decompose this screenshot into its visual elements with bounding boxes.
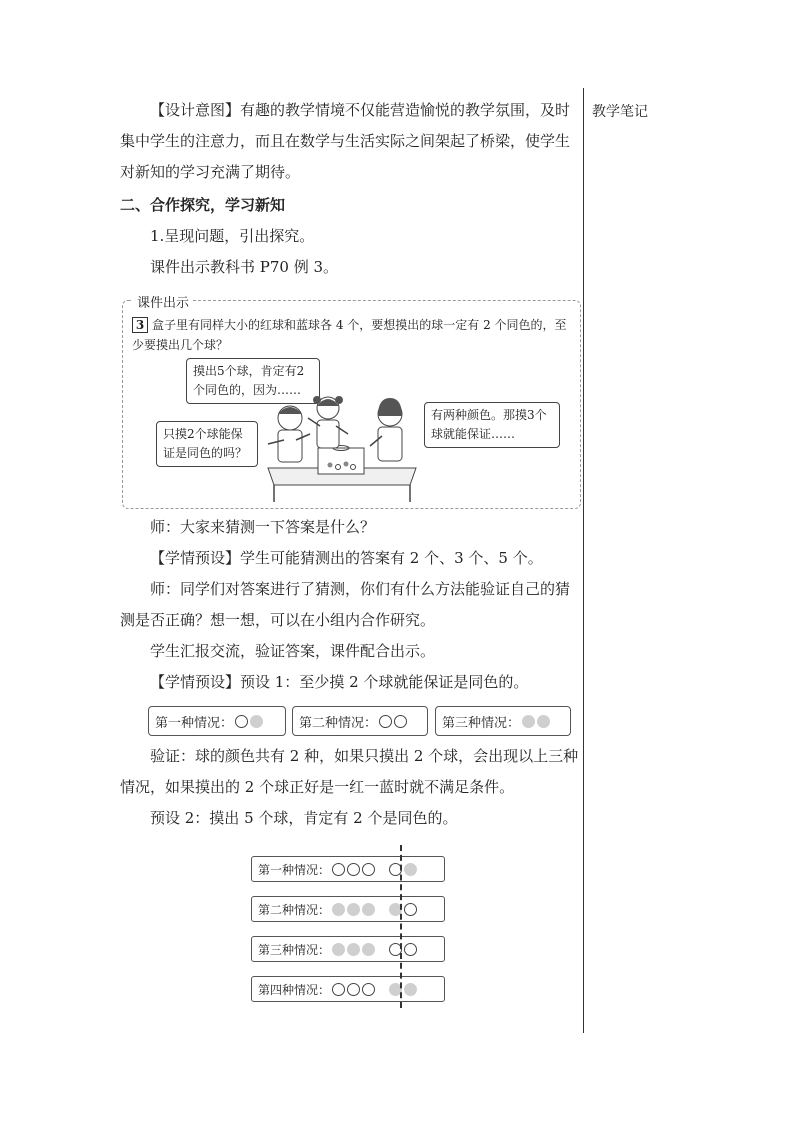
- white-ball: [235, 715, 248, 728]
- gray-ball: [537, 715, 550, 728]
- gray-ball: [362, 903, 375, 916]
- white-ball: [362, 983, 375, 996]
- white-ball: [404, 903, 417, 916]
- gray-ball: [522, 715, 535, 728]
- gray-ball: [347, 943, 360, 956]
- gray-ball: [347, 903, 360, 916]
- report: 学生汇报交流，验证答案，课件配合出示。: [150, 642, 436, 660]
- gray-ball: [250, 715, 263, 728]
- case-a-1: [148, 706, 286, 736]
- case-label: 第二种情况：: [299, 715, 378, 731]
- case-b-1: [251, 856, 445, 882]
- white-ball: [332, 863, 345, 876]
- design-intent: 【设计意图】有趣的教学情境不仅能营造愉悦的教学氛围，及时集中学生的注意力，而且在数学与生活实际之间架起了桥梁，使学生对新知的学习充满了期待。: [120, 101, 571, 181]
- preset-2: 预设 2：摸出 5 个球，肯定有 2 个是同色的。: [150, 809, 458, 827]
- white-ball: [332, 983, 345, 996]
- preset-intro: 【学情预设】学生可能猜测出的答案有 2 个、3 个、5 个。: [150, 549, 543, 567]
- margin-divider: [583, 88, 584, 1033]
- case-label: 第三种情况：: [442, 715, 521, 731]
- speech-bubble-top: 摸出5个球，肯定有2个同色的，因为……: [186, 358, 320, 404]
- children-illustration: [262, 390, 422, 505]
- case-label: 第一种情况：: [258, 862, 331, 877]
- courseware-label: 课件出示: [133, 292, 193, 311]
- gray-ball: [332, 903, 345, 916]
- speech-bubble-left: 只摸2个球能保证是同色的吗？: [156, 421, 258, 467]
- white-ball: [347, 983, 360, 996]
- teacher-question-1: 师：大家来猜测一下答案是什么？: [150, 518, 376, 536]
- gray-ball: [404, 863, 417, 876]
- verification: 验证：球的颜色共有 2 种，如果只摸出 2 个球，会出现以上三种情况，如果摸出的 2 个球正好是一红一蓝时就不满足条件。: [120, 747, 579, 796]
- step1-detail: 课件出示教科书 P70 例 3。: [150, 258, 339, 276]
- dashed-separator: [400, 845, 402, 1008]
- problem-text: 盒子里有同样大小的红球和蓝球各 4 个，要想摸出的球一定有 2 个同色的，至少要摸出几个球？: [132, 318, 567, 352]
- white-ball: [347, 863, 360, 876]
- preset-1: 【学情预设】预设 1：至少摸 2 个球就能保证是同色的。: [150, 673, 529, 691]
- case-b-2: [251, 896, 445, 922]
- white-ball: [379, 715, 392, 728]
- white-ball: [362, 863, 375, 876]
- white-ball: [404, 943, 417, 956]
- case-a-3: [435, 706, 571, 736]
- case-label: 第三种情况：: [258, 942, 331, 957]
- side-note: 教学笔记: [592, 104, 648, 120]
- case-b-4: [251, 976, 445, 1002]
- case-b-3: [251, 936, 445, 962]
- section-title: 二、合作探究，学习新知: [120, 196, 286, 214]
- speech-bubble-right: 有两种颜色。那摸3个球就能保证……: [424, 402, 560, 448]
- white-ball: [394, 715, 407, 728]
- case-label: 第一种情况：: [155, 715, 234, 731]
- problem-number: 3: [132, 317, 148, 333]
- gray-ball: [332, 943, 345, 956]
- gray-ball: [404, 983, 417, 996]
- gray-ball: [362, 943, 375, 956]
- case-label: 第二种情况：: [258, 902, 331, 917]
- case-a-2: [292, 706, 428, 736]
- teacher-question-2: 师：同学们对答案进行了猜测，你们有什么方法能验证自己的猜测是否正确？想一想，可以在小组内合作研究。: [120, 580, 571, 629]
- step1: 1.呈现问题，引出探究。: [150, 227, 315, 245]
- problem-statement: [132, 315, 577, 355]
- case-label: 第四种情况：: [258, 982, 331, 997]
